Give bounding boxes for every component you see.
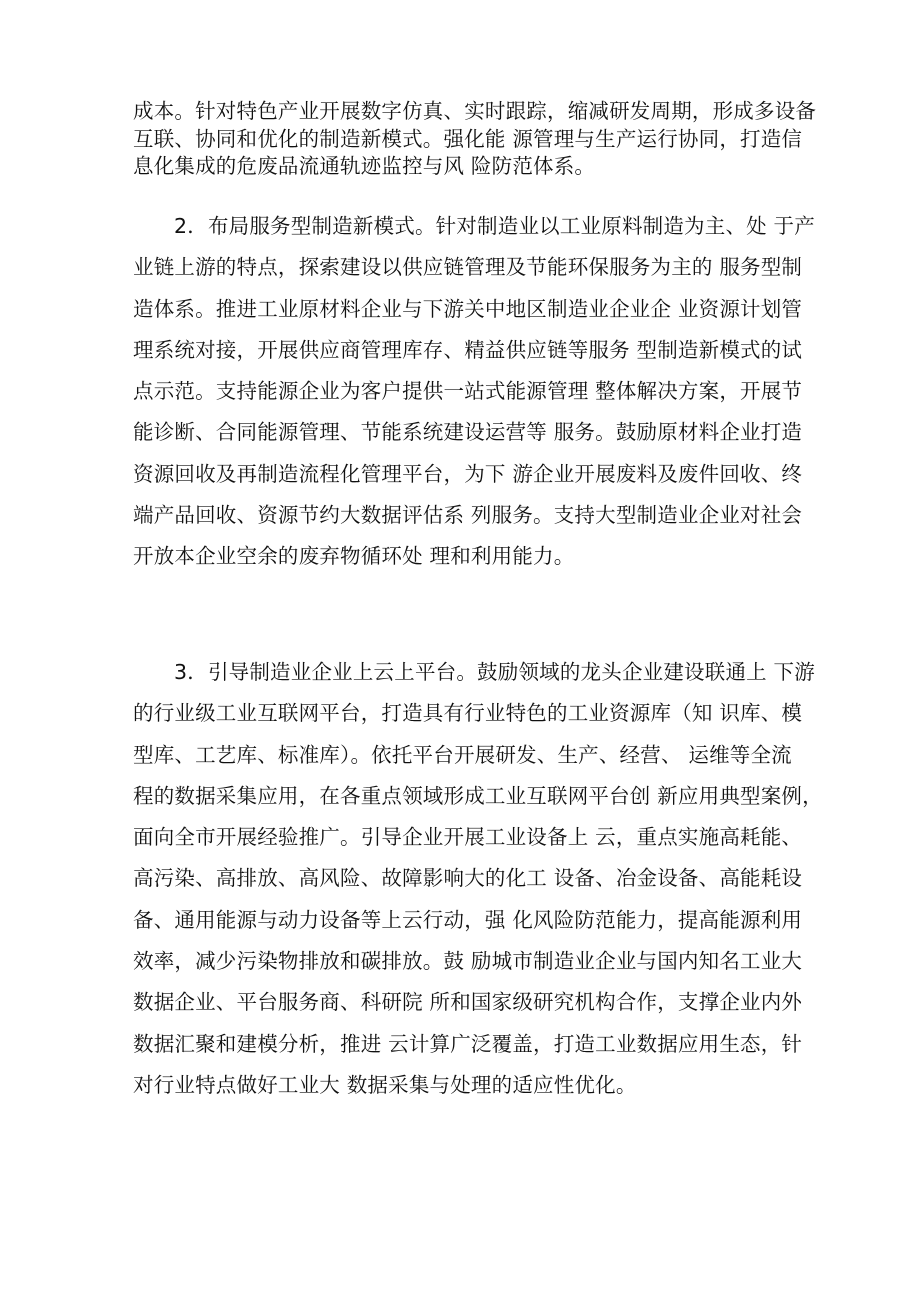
paragraph-1-line-2: 互联、协同和优化的制造新模式。强化能 源管理与生产运行协同，打造信: [133, 126, 803, 151]
paragraph-2-line-5: 点示范。支持能源企业为客户提供一站式能源管理 整体解决方案，开展节: [133, 379, 803, 404]
paragraph-3-line-1: 3．引导制造业企业上云上平台。鼓励领域的龙头企业建设联通上 下游: [174, 660, 815, 684]
paragraph-2-line-7: 资源回收及再制造流程化管理平台，为下 游企业开展废料及废件回收、终: [133, 461, 803, 486]
paragraph-1-line-3: 息化集成的危废品流通轨迹监控与风 险防范体系。: [133, 154, 596, 178]
paragraph-3-line-7: 备、通用能源与动力设备等上云行动，强 化风险防范能力，提高能源利用: [133, 907, 803, 932]
paragraph-3-line-9: 数据企业、平台服务商、科研院 所和国家级研究机构合作，支撑企业内外: [133, 990, 803, 1015]
paragraph-2-line-2: 业链上游的特点，探索建设以供应链管理及节能环保服务为主的 服务型制: [133, 255, 803, 280]
paragraph-3-line-5: 面向全市开展经验推广。引导企业开展工业设备上 云，重点实施高耗能、: [133, 825, 803, 850]
paragraph-1-line-1: 成本。针对特色产业开展数字仿真、实时跟踪，缩减研发周期，形成多设备: [133, 99, 817, 123]
paragraph-2-line-6: 能诊断、合同能源管理、节能系统建设运营等 服务。鼓励原材料企业打造: [133, 420, 803, 445]
paragraph-3-line-3: 型库、工艺库、标准库）。依托平台开展研发、生产、经营、 运维等全流: [133, 742, 792, 767]
paragraph-2-line-8: 端产品回收、资源节约大数据评估系 列服务。支持大型制造业企业对社会: [133, 503, 803, 528]
paragraph-3: [133, 652, 823, 1106]
paragraph-3-line-8: 效率，减少污染物排放和碳排放。鼓 励城市制造业企业与国内知名工业大: [133, 949, 803, 974]
paragraph-3-line-11: 对行业特点做好工业大 数据采集与处理的适应性优化。: [133, 1072, 637, 1097]
paragraph-3-line-4: 程的数据采集应用，在各重点领域形成工业互联网平台创 新应用典型案例，: [133, 783, 823, 808]
paragraph-2-line-3: 造体系。推进工业原材料企业与下游关中地区制造业企业企 业资源计划管: [133, 296, 803, 321]
paragraph-3-line-10: 数据汇聚和建模分析，推进 云计算广泛覆盖，打造工业数据应用生态，针: [133, 1031, 803, 1056]
paragraph-2-line-4: 理系统对接，开展供应商管理库存、精益供应链等服务 型制造新模式的试: [133, 337, 803, 362]
paragraph-2: [133, 206, 815, 578]
paragraph-3-line-2: 的行业级工业互联网平台，打造具有行业特色的工业资源库（知 识库、模: [133, 701, 803, 726]
paragraph-1: [133, 98, 817, 181]
paragraph-2-line-9: 开放本企业空余的废弃物循环处 理和利用能力。: [133, 544, 575, 569]
paragraph-3-line-6: 高污染、高排放、高风险、故障影响大的化工 设备、冶金设备、高能耗设: [133, 866, 803, 891]
paragraph-2-line-1: 2．布局服务型制造新模式。针对制造业以工业原料制造为主、处 于产: [174, 214, 815, 238]
